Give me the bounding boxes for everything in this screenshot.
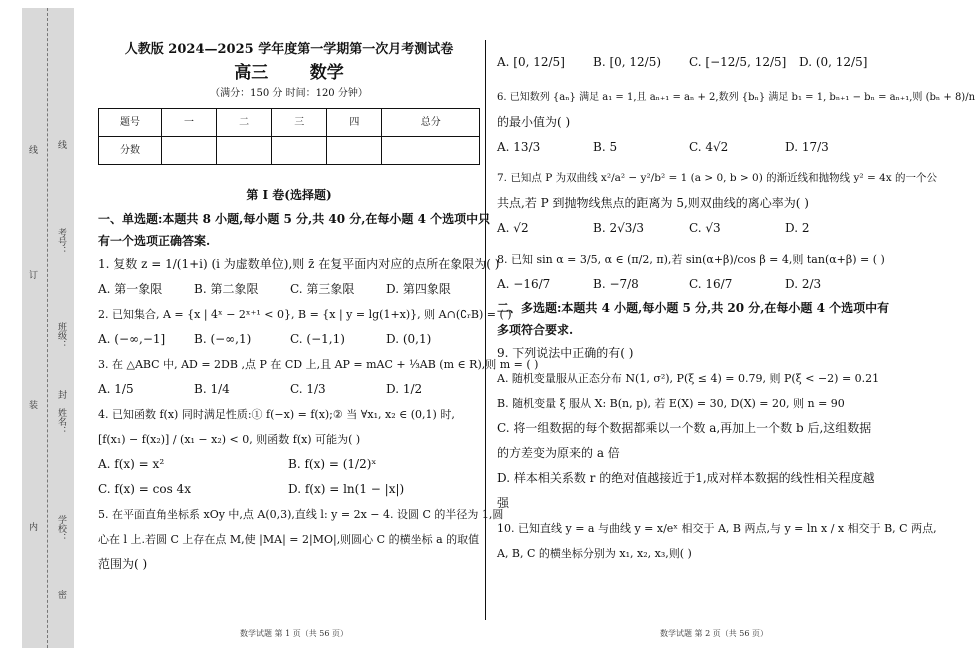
question-7: 7. 已知点 P 为双曲线 x²/a² − y²/b² = 1 (a > 0, b > 0) 的渐近线和抛物线 y² = 4x 的一个公 bbox=[497, 172, 938, 184]
binding-label-class: 班级： bbox=[56, 322, 66, 349]
score-cell[interactable] bbox=[272, 137, 327, 165]
option: C. [−12/5, 12/5] bbox=[689, 55, 787, 69]
option: D. f(x) = ln(1 − |x|) bbox=[288, 482, 405, 496]
binding-marker-zhuang: 装 bbox=[27, 400, 37, 409]
score-table-row bbox=[99, 137, 480, 165]
page-footer-right: 数学试题 第 2 页（共 56 页） bbox=[660, 629, 768, 638]
score-header-cell: 四 bbox=[327, 109, 382, 137]
column-divider bbox=[485, 40, 486, 620]
question-7-options bbox=[497, 216, 912, 241]
question-5-cont: 心在 l 上.若圆 C 上存在点 M,使 |MA| = 2|MO|,则圆心 C 的横坐标 a 的取值 bbox=[98, 533, 480, 546]
option: A. √2 bbox=[497, 221, 529, 235]
score-cell[interactable] bbox=[217, 137, 272, 165]
option: D. 17/3 bbox=[785, 140, 829, 154]
section-one-heading: 一、单选题:本题共 8 小题,每小题 5 分,共 40 分,在每小题 4 个选项中只 bbox=[98, 212, 491, 226]
score-cell[interactable] bbox=[327, 137, 382, 165]
binding-marker-line: 线 bbox=[27, 145, 37, 154]
binding-label-seal: 封 bbox=[56, 390, 66, 399]
score-table-header-row bbox=[99, 109, 480, 137]
option: B. (−∞,1) bbox=[194, 332, 252, 346]
option: D. 1/2 bbox=[386, 382, 423, 396]
score-row-label: 分数 bbox=[99, 137, 162, 165]
option: A. −16/7 bbox=[497, 277, 551, 291]
option: C. 第三象限 bbox=[290, 282, 355, 296]
binding-label-line: 线 bbox=[56, 140, 66, 149]
option: A. 1/5 bbox=[98, 382, 134, 396]
binding-label-secret: 密 bbox=[56, 590, 66, 599]
question-2-options bbox=[98, 327, 480, 352]
exam-subtitle bbox=[98, 60, 480, 86]
question-5: 5. 在平面直角坐标系 xOy 中,点 A(0,3),直线 l: y = 2x − 4. 设圆 C 的半径为 1,圆 bbox=[98, 508, 504, 521]
option: C. 4√2 bbox=[689, 140, 729, 154]
score-header-cell: 一 bbox=[162, 109, 217, 137]
option: B. f(x) = (1/2)ˣ bbox=[288, 457, 377, 471]
question-9-option-c: C. 将一组数据的每个数据都乘以一个数 a,再加上一个数 b 后,这组数据 bbox=[497, 421, 872, 435]
option: D. 2 bbox=[785, 221, 810, 235]
binding-marker-nei: 内 bbox=[27, 522, 37, 531]
option: B. 2√3/3 bbox=[593, 221, 645, 235]
question-8-options bbox=[497, 272, 912, 297]
question-4: 4. 已知函数 f(x) 同时满足性质:① f(−x) = f(x);② 当 ∀x₁, x₂ ∈ (0,1) 时, bbox=[98, 408, 455, 421]
question-3-options bbox=[98, 377, 480, 402]
option: C. 1/3 bbox=[290, 382, 326, 396]
part-one-title: 第 I 卷(选择题) bbox=[246, 188, 332, 202]
exam-title: 人教版 2024—2025 学年度第一学期第一次月考测试卷 bbox=[124, 42, 454, 57]
question-7-cont: 共点,若 P 到抛物线焦点的距离为 5,则双曲线的离心率为( ) bbox=[497, 196, 809, 210]
score-header-cell: 题号 bbox=[99, 109, 162, 137]
option: B. −7/8 bbox=[593, 277, 639, 291]
option: B. 第二象限 bbox=[194, 282, 259, 296]
question-4-options-cd bbox=[98, 477, 480, 502]
score-header-cell: 总分 bbox=[382, 109, 480, 137]
option: D. (0, 12/5] bbox=[799, 55, 868, 69]
option: A. [0, 12/5] bbox=[497, 55, 565, 69]
score-cell[interactable] bbox=[162, 137, 217, 165]
option: B. [0, 12/5) bbox=[593, 55, 662, 69]
option: C. 16/7 bbox=[689, 277, 733, 291]
question-2: 2. 已知集合, A = {x | 4ˣ − 2ˣ⁺¹ < 0}, B = {x | y = lg(1+x)}, 则 A∩(∁ᵣB) = ( ) bbox=[98, 308, 512, 321]
question-9-option-b: B. 随机变量 ξ 服从 X: B(n, p), 若 E(X) = 30, D(X) = 20, 则 n = 90 bbox=[497, 397, 845, 410]
question-4-cont: [f(x₁) − f(x₂)] / (x₁ − x₂) < 0, 则函数 f(x) 可能为( ) bbox=[98, 433, 361, 446]
score-cell[interactable] bbox=[382, 137, 480, 165]
binding-label-school: 学校： bbox=[56, 515, 66, 542]
option: B. 1/4 bbox=[194, 382, 230, 396]
score-table bbox=[98, 108, 480, 165]
question-6-options bbox=[497, 135, 912, 160]
question-9-option-a: A. 随机变量服从正态分布 N(1, σ²), P(ξ ≤ 4) = 0.79, 则 P(ξ < −2) = 0.21 bbox=[497, 372, 880, 385]
question-1: 1. 复数 z = 1/(1+i) (i 为虚数单位),则 z̄ 在复平面内对应的点所在象限为( ) bbox=[98, 257, 500, 271]
binding-label-exam-no: 考号： bbox=[56, 228, 66, 255]
exam-info: （满分：150 分 时间：120 分钟） bbox=[210, 88, 368, 99]
question-3: 3. 在 △ABC 中, AD = 2DB ,点 P 在 CD 上,且 AP = mAC + ⅓AB (m ∈ R),则 m = ( ) bbox=[98, 358, 539, 371]
page-footer-left: 数学试题 第 1 页（共 56 页） bbox=[240, 629, 348, 638]
question-4-options-ab bbox=[98, 452, 480, 477]
right-column bbox=[497, 50, 975, 566]
section-one-heading-cont: 有一个选项正确答案. bbox=[98, 234, 211, 248]
question-9-option-d: D. 样本相关系数 r 的绝对值越接近于1,成对样本数据的线性相关程度越 bbox=[497, 471, 875, 485]
option: B. 5 bbox=[593, 140, 618, 154]
binding-marker-ding: 订 bbox=[27, 270, 37, 279]
section-two-heading: 二、多选题:本题共 4 小题,每小题 5 分,共 20 分,在每小题 4 个选项中有 bbox=[497, 301, 890, 315]
question-10: 10. 已知直线 y = a 与曲线 y = x/eˣ 相交于 A, B 两点,与 y = ln x / x 相交于 B, C 两点, bbox=[497, 522, 937, 535]
question-8: 8. 已知 sin α = 3/5, α ∈ (π/2, π),若 sin(α+β)/cos β = 4,则 tan(α+β) = ( ) bbox=[497, 253, 885, 266]
question-6: 6. 已知数列 {aₙ} 满足 a₁ = 1,且 aₙ₊₁ = aₙ + 2,数列 {bₙ} 满足 b₁ = 1, bₙ₊₁ − bₙ = aₙ₊₁,则 (bₙ + 8)/n bbox=[497, 92, 975, 103]
option: A. 第一象限 bbox=[98, 282, 163, 296]
binding-cut-line bbox=[47, 8, 48, 648]
grade: 高三 bbox=[234, 63, 269, 83]
question-9-option-c-cont: 的方差变为原来的 a 倍 bbox=[497, 446, 620, 460]
question-1-options bbox=[98, 277, 480, 302]
option: C. √3 bbox=[689, 221, 721, 235]
question-10-cont: A, B, C 的横坐标分别为 x₁, x₂, x₃,则( ) bbox=[497, 547, 692, 560]
binding-label-name: 姓名： bbox=[56, 408, 66, 435]
option: A. (−∞,−1] bbox=[98, 332, 166, 346]
score-header-cell: 二 bbox=[217, 109, 272, 137]
question-9: 9. 下列说法中正确的有( ) bbox=[497, 346, 634, 360]
question-9-option-d-cont: 强 bbox=[497, 496, 510, 510]
option: D. (0,1) bbox=[386, 332, 432, 346]
question-5-cont2: 范围为( ) bbox=[98, 557, 148, 571]
subject: 数学 bbox=[309, 63, 344, 83]
option: A. 13/3 bbox=[497, 140, 541, 154]
option: C. (−1,1) bbox=[290, 332, 345, 346]
question-6-cont: 的最小值为( ) bbox=[497, 115, 571, 129]
section-two-heading-cont: 多项符合要求. bbox=[497, 323, 574, 337]
option: D. 2/3 bbox=[785, 277, 822, 291]
score-header-cell: 三 bbox=[272, 109, 327, 137]
question-5-options bbox=[497, 50, 912, 75]
option: D. 第四象限 bbox=[386, 282, 451, 296]
option: A. f(x) = x² bbox=[98, 457, 165, 471]
option: C. f(x) = cos 4x bbox=[98, 482, 191, 496]
